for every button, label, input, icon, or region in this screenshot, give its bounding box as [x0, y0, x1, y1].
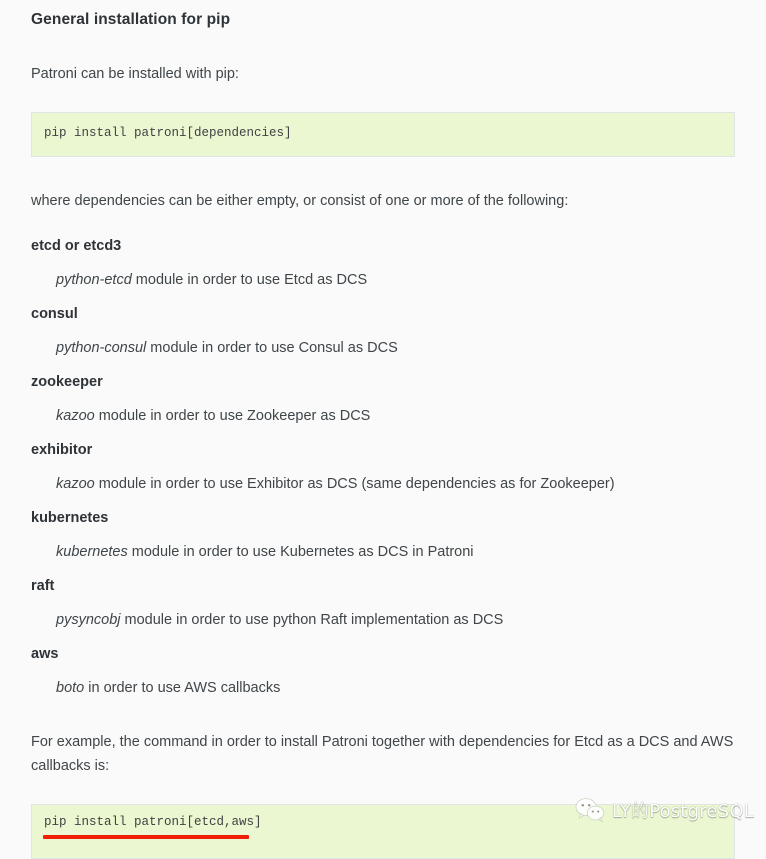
description-text: module in order to use Etcd as DCS: [131, 272, 368, 288]
description-text: in order to use AWS callbacks: [84, 680, 281, 696]
definition-description: [31, 597, 735, 631]
definition-term: zookeeper: [31, 374, 103, 390]
code-text: pip install patroni[dependencies]: [44, 126, 292, 140]
module-name: kubernetes: [56, 544, 128, 560]
description-text: module in order to use Exhibitor as DCS (same dependencies as for Zookeeper): [94, 476, 615, 492]
intro-paragraph: Patroni can be installed with pip:: [31, 66, 239, 82]
code-block-install-etcd-aws[interactable]: [31, 804, 735, 859]
description-text: module in order to use Consul as DCS: [146, 340, 398, 356]
definition-term: aws: [31, 646, 59, 662]
watermark-text: LY的PostgreSQL: [611, 801, 754, 822]
red-underline-annotation: [43, 835, 249, 839]
where-paragraph: where dependencies can be either empty, or consist of one or more of the following:: [31, 193, 569, 209]
definition-description: [31, 665, 735, 699]
module-name: python-consul: [56, 340, 147, 356]
module-name: kazoo: [56, 476, 95, 492]
definition-description: [31, 393, 735, 427]
dependency-definition-list: [31, 213, 735, 699]
module-name: boto: [56, 680, 85, 696]
definition-description: [31, 325, 735, 359]
code-block-install-dependencies[interactable]: [31, 112, 735, 157]
example-paragraph: For example, the command in order to install Patroni together with dependencies for Etcd as a DCS and AWS callbacks is:: [31, 734, 734, 774]
definition-description: [31, 257, 735, 291]
module-name: python-etcd: [56, 272, 132, 288]
description-text: module in order to use Kubernetes as DCS in Patroni: [127, 544, 474, 560]
module-name: pysyncobj: [56, 612, 121, 628]
definition-term: consul: [31, 306, 78, 322]
definition-description: [31, 529, 735, 563]
definition-term: exhibitor: [31, 442, 93, 458]
definition-term: etcd or etcd3: [31, 238, 122, 254]
description-text: module in order to use python Raft implementation as DCS: [120, 612, 504, 628]
definition-term: raft: [31, 578, 55, 594]
page-title: General installation for pip: [31, 11, 231, 28]
code-text: pip install patroni[etcd,aws]: [44, 815, 262, 829]
definition-term: kubernetes: [31, 510, 109, 526]
definition-description: [31, 461, 735, 495]
module-name: kazoo: [56, 408, 95, 424]
description-text: module in order to use Zookeeper as DCS: [94, 408, 371, 424]
